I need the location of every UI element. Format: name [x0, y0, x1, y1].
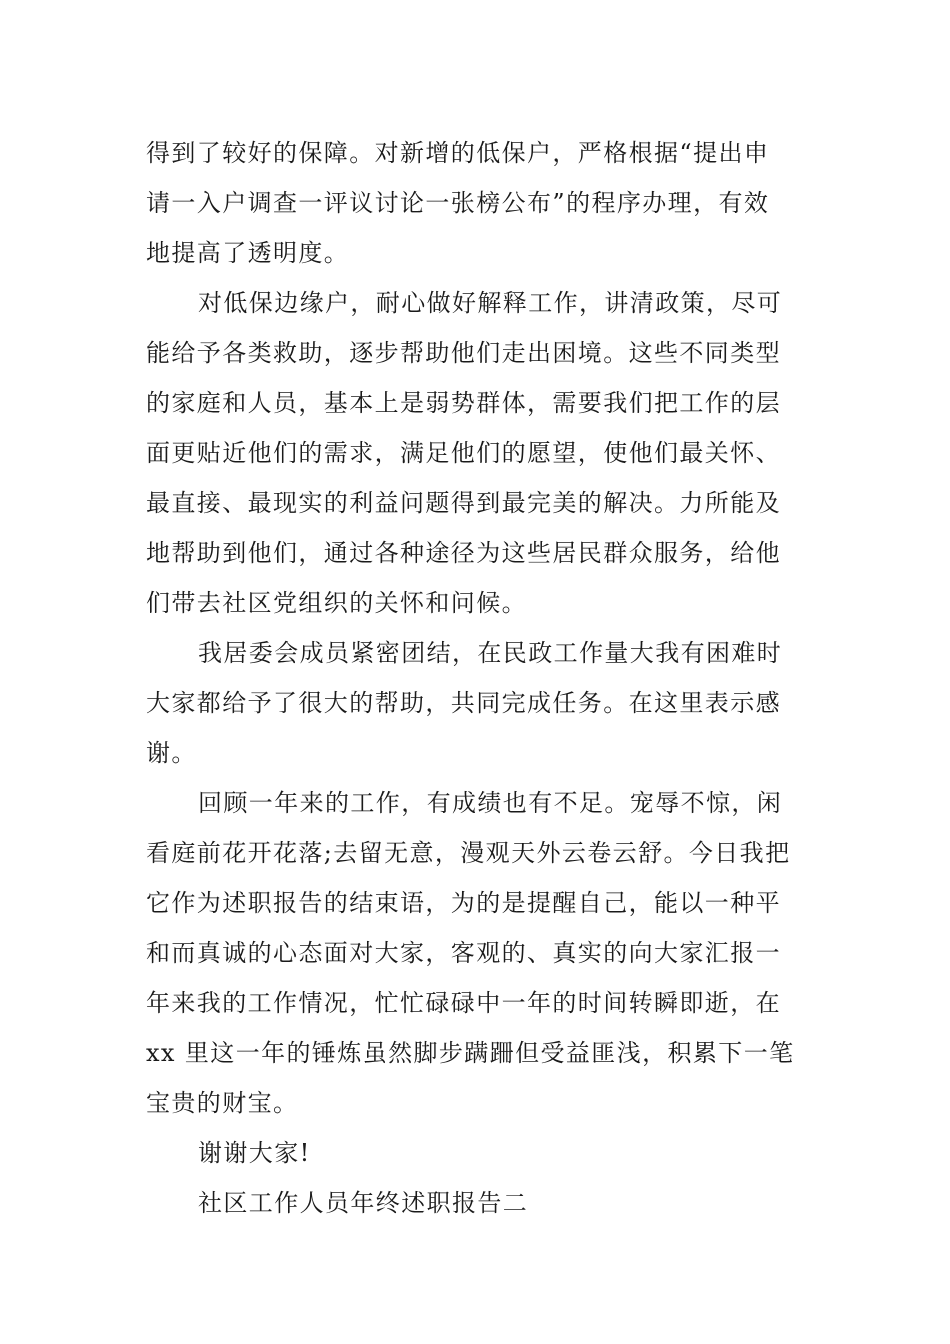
text-line: 们带去社区党组织的关怀和问候。 — [146, 589, 527, 617]
text-line: 宝贵的财宝。 — [146, 1089, 299, 1117]
text-line: 和而真诚的心态面对大家，客观的、真实的向大家汇报一 — [146, 939, 781, 967]
text-line: 地帮助到他们，通过各种途径为这些居民群众服务，给他 — [146, 539, 781, 567]
closing-thanks: 谢谢大家! — [198, 1139, 311, 1167]
document-body — [146, 128, 806, 1228]
paragraph-start-line: 对低保边缘户，耐心做好解释工作，讲清政策，尽可 — [198, 289, 783, 317]
text-line: 它作为述职报告的结束语，为的是提醒自己，能以一种平 — [146, 889, 781, 917]
text-line: 地提高了透明度。 — [146, 239, 350, 267]
text-line: 年来我的工作情况，忙忙碌碌中一年的时间转瞬即逝，在 — [146, 989, 781, 1017]
paragraph-start-line: 回顾一年来的工作，有成绩也有不足。宠辱不惊，闲 — [198, 789, 783, 817]
text-line: 的家庭和人员，基本上是弱势群体，需要我们把工作的层 — [146, 389, 781, 417]
text-line: 最直接、最现实的利益问题得到最完美的解决。力所能及 — [146, 489, 781, 517]
text-line: xx 里这一年的锤炼虽然脚步蹒跚但受益匪浅，积累下一笔 — [146, 1039, 795, 1067]
text-line: 得到了较好的保障。对新增的低保户，严格根据“提出申 — [146, 139, 770, 167]
section-heading: 社区工作人员年终述职报告二 — [198, 1189, 529, 1217]
paragraph-start-line: 我居委会成员紧密团结，在民政工作量大我有困难时 — [198, 639, 783, 667]
text-line: 看庭前花开花落;去留无意，漫观天外云卷云舒。今日我把 — [146, 839, 791, 867]
text-line: 面更贴近他们的需求，满足他们的愿望，使他们最关怀、 — [146, 439, 781, 467]
text-line: 大家都给予了很大的帮助，共同完成任务。在这里表示感 — [146, 689, 781, 717]
text-line: 谢。 — [146, 739, 197, 767]
text-line: 请一入户调查一评议讨论一张榜公布”的程序办理，有效 — [146, 189, 770, 217]
text-line: 能给予各类救助，逐步帮助他们走出困境。这些不同类型 — [146, 339, 781, 367]
